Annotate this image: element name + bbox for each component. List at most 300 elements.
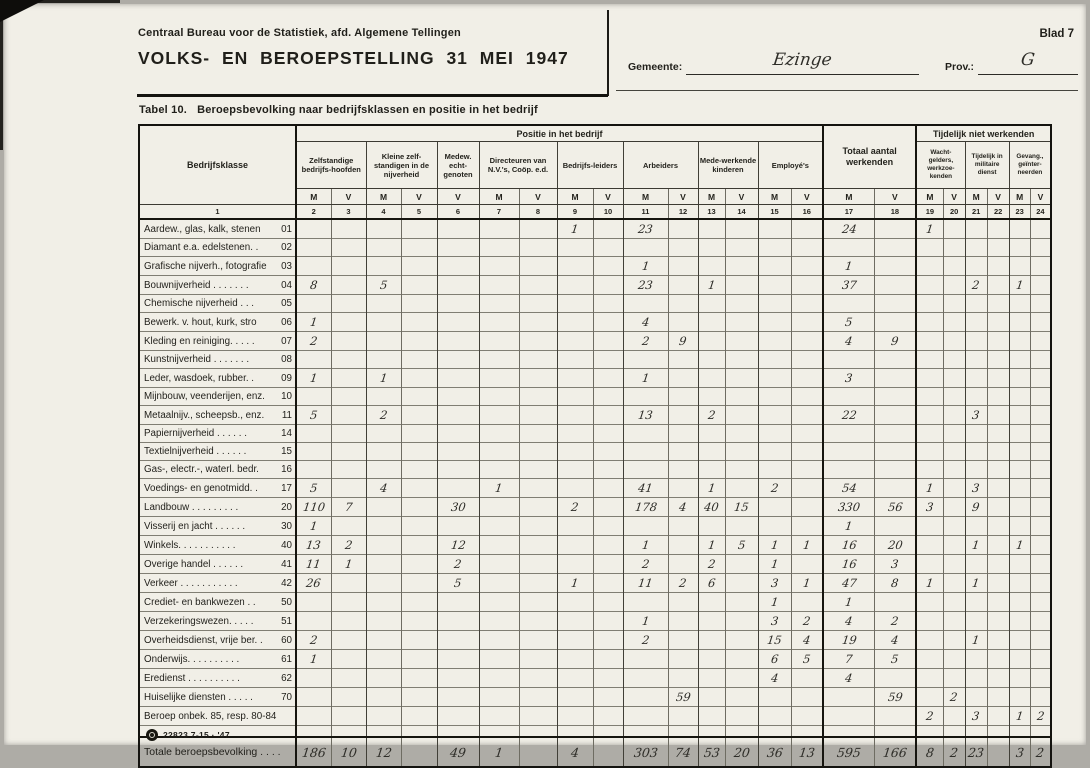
- data-cell: [1030, 276, 1051, 295]
- data-cell: [725, 351, 758, 369]
- data-cell: [698, 631, 725, 650]
- totals-cell: [557, 737, 593, 767]
- data-cell: [366, 593, 401, 612]
- row-label-text: Crediet- en bankwezen . .: [144, 596, 256, 608]
- data-cell: [401, 295, 437, 313]
- column-header-positie: Positie in het bedrijf: [296, 125, 823, 142]
- group-header-cell: Wacht-gelders, werkzoe-kenden: [916, 142, 965, 189]
- data-cell: [791, 574, 823, 593]
- data-cell: [623, 369, 668, 388]
- mv-header-cell: V: [943, 189, 965, 205]
- data-cell: [366, 425, 401, 443]
- data-cell: [1009, 369, 1030, 388]
- data-cell: [519, 574, 557, 593]
- data-cell: [943, 669, 965, 688]
- data-cell: [296, 574, 331, 593]
- data-cell: [331, 536, 366, 555]
- row-label: [139, 555, 296, 574]
- row-label: [139, 313, 296, 332]
- data-cell: [331, 388, 366, 406]
- data-cell: [791, 517, 823, 536]
- totals-cell: [668, 737, 698, 767]
- data-cell: [725, 295, 758, 313]
- data-cell: [366, 555, 401, 574]
- totals-cell: [401, 737, 437, 767]
- column-number-cell: 9: [557, 205, 593, 220]
- data-cell: [479, 369, 519, 388]
- handwritten-total: 166: [882, 744, 908, 760]
- data-cell: [874, 612, 916, 631]
- data-cell: [758, 669, 791, 688]
- data-cell: [623, 276, 668, 295]
- handwritten-value: 5: [309, 408, 319, 422]
- table-row: [139, 461, 1051, 479]
- data-cell: [1009, 257, 1030, 276]
- data-cell: [401, 257, 437, 276]
- totals-label-text: Totale beroepsbevolking . . . .: [144, 746, 281, 758]
- totals-cell: [593, 737, 623, 767]
- column-header-tijdelijk: Tijdelijk niet werkenden: [916, 125, 1051, 142]
- data-cell: [791, 406, 823, 425]
- data-cell: [296, 669, 331, 688]
- data-cell: [593, 257, 623, 276]
- handwritten-value: 2: [707, 557, 717, 571]
- data-cell: [557, 669, 593, 688]
- handwritten-value: 6: [707, 576, 717, 590]
- data-cell: [987, 219, 1009, 239]
- data-cell: [916, 239, 943, 257]
- mv-header-cell: M: [1009, 189, 1030, 205]
- row-label-text: Eredienst . . . . . . . . . .: [144, 672, 240, 684]
- data-cell: [943, 332, 965, 351]
- data-cell: [965, 593, 987, 612]
- data-cell: [331, 669, 366, 688]
- data-cell: [557, 479, 593, 498]
- totals-cell: [916, 737, 943, 767]
- column-number-cell: 2: [296, 205, 331, 220]
- footer-stamp: [146, 729, 230, 741]
- data-cell: [987, 239, 1009, 257]
- agency-line: Centraal Bureau voor de Statistiek, afd. Algemene Tellingen: [138, 27, 461, 39]
- row-label: [139, 276, 296, 295]
- data-cell: [437, 612, 479, 631]
- column-header-totaal: Totaal aantal werkenden: [823, 125, 916, 189]
- data-cell: [965, 276, 987, 295]
- handwritten-value: 1: [309, 519, 319, 533]
- handwritten-total: 1: [494, 744, 504, 760]
- data-cell: [519, 498, 557, 517]
- group-header-cell: Tijdelijk in militaire dienst: [965, 142, 1009, 189]
- row-label-text: Chemische nijverheid . . .: [144, 298, 254, 309]
- handwritten-value: 7: [844, 652, 854, 666]
- column-number-cell: 1: [139, 205, 296, 220]
- data-cell: [823, 332, 874, 351]
- data-cell: [874, 479, 916, 498]
- data-cell: [1009, 276, 1030, 295]
- data-cell: [623, 425, 668, 443]
- handwritten-value: 59: [674, 690, 692, 704]
- handwritten-value: 22: [840, 408, 858, 422]
- data-cell: [725, 332, 758, 351]
- column-number-cell: 16: [791, 205, 823, 220]
- handwritten-value: 11: [305, 557, 322, 571]
- row-label-text: Beroep onbek. 85, resp. 80-84: [144, 710, 277, 722]
- data-cell: [1030, 574, 1051, 593]
- data-cell: [557, 612, 593, 631]
- data-cell: [331, 498, 366, 517]
- cbs-stamp-icon: [146, 729, 158, 741]
- data-cell: [296, 479, 331, 498]
- totals-cell: [791, 737, 823, 767]
- data-cell: [1030, 351, 1051, 369]
- data-cell: [623, 351, 668, 369]
- data-cell: [823, 239, 874, 257]
- data-cell: [874, 332, 916, 351]
- data-cell: [698, 443, 725, 461]
- handwritten-value: 1: [925, 576, 935, 590]
- data-cell: [698, 388, 725, 406]
- handwritten-total: 3: [1014, 744, 1025, 760]
- data-cell: [758, 461, 791, 479]
- data-cell: [758, 498, 791, 517]
- data-cell: [698, 219, 725, 239]
- data-cell: [791, 593, 823, 612]
- row-code: 08: [281, 354, 292, 365]
- handwritten-value: 4: [802, 633, 812, 647]
- data-cell: [623, 406, 668, 425]
- table-row: [139, 536, 1051, 555]
- table-row: [139, 443, 1051, 461]
- data-cell: [479, 574, 519, 593]
- data-cell: [725, 388, 758, 406]
- data-cell: [874, 650, 916, 669]
- data-cell: [519, 276, 557, 295]
- data-cell: [965, 650, 987, 669]
- data-cell: [366, 498, 401, 517]
- handwritten-value: 330: [837, 500, 861, 514]
- data-cell: [965, 351, 987, 369]
- table-row: [139, 574, 1051, 593]
- data-cell: [668, 295, 698, 313]
- data-cell: [296, 406, 331, 425]
- handwritten-value: 4: [844, 671, 854, 685]
- data-cell: [296, 650, 331, 669]
- data-cell: [874, 369, 916, 388]
- handwritten-value: 4: [770, 671, 780, 685]
- handwritten-value: 1: [802, 538, 812, 552]
- row-code: 05: [281, 298, 292, 309]
- data-cell: [1030, 313, 1051, 332]
- data-cell: [479, 332, 519, 351]
- data-cell: [823, 650, 874, 669]
- data-cell: [479, 593, 519, 612]
- data-cell: [791, 313, 823, 332]
- data-cell: [823, 257, 874, 276]
- row-code: 20: [281, 501, 292, 513]
- data-cell: [401, 498, 437, 517]
- data-cell: [874, 498, 916, 517]
- data-cell: [758, 650, 791, 669]
- data-cell: [987, 276, 1009, 295]
- data-cell: [593, 388, 623, 406]
- data-cell: [698, 479, 725, 498]
- data-cell: [557, 257, 593, 276]
- data-cell: [1009, 388, 1030, 406]
- handwritten-total: 4: [570, 744, 580, 760]
- data-cell: [331, 612, 366, 631]
- handwritten-value: 5: [379, 278, 389, 292]
- data-cell: [296, 276, 331, 295]
- data-cell: [593, 574, 623, 593]
- totals-cell: [987, 737, 1009, 767]
- data-cell: [1009, 707, 1030, 726]
- data-cell: [965, 313, 987, 332]
- handwritten-value: 1: [925, 222, 935, 236]
- data-cell: [758, 276, 791, 295]
- handwritten-total: 53: [702, 744, 721, 760]
- data-cell: [668, 276, 698, 295]
- data-cell: [916, 443, 943, 461]
- data-cell: [987, 612, 1009, 631]
- data-cell: [823, 425, 874, 443]
- data-cell: [479, 650, 519, 669]
- data-cell: [916, 498, 943, 517]
- data-cell: [479, 612, 519, 631]
- data-cell: [519, 369, 557, 388]
- data-cell: [296, 688, 331, 707]
- data-cell: [791, 498, 823, 517]
- data-cell: [1009, 313, 1030, 332]
- data-cell: [943, 498, 965, 517]
- handwritten-value: 110: [301, 500, 326, 514]
- column-number-cell: 22: [987, 205, 1009, 220]
- row-label: [139, 257, 296, 276]
- handwritten-value: 1: [844, 519, 854, 533]
- data-cell: [519, 239, 557, 257]
- data-cell: [623, 479, 668, 498]
- data-cell: [1030, 369, 1051, 388]
- data-cell: [916, 461, 943, 479]
- data-cell: [668, 425, 698, 443]
- handwritten-value: 12: [449, 538, 467, 552]
- data-cell: [1030, 257, 1051, 276]
- data-cell: [401, 351, 437, 369]
- data-cell: [943, 276, 965, 295]
- handwritten-value: 4: [678, 500, 688, 514]
- data-cell: [725, 239, 758, 257]
- mv-header-cell: M: [479, 189, 519, 205]
- row-code: 41: [281, 558, 292, 570]
- data-cell: [823, 631, 874, 650]
- data-cell: [758, 257, 791, 276]
- data-cell: [623, 517, 668, 536]
- handwritten-value: 2: [344, 538, 354, 552]
- data-cell: [437, 631, 479, 650]
- data-cell: [725, 461, 758, 479]
- row-label-text: Metaalnijv., scheepsb., enz.: [144, 409, 265, 421]
- table-caption: [139, 104, 538, 116]
- data-cell: [437, 574, 479, 593]
- row-label: [139, 461, 296, 479]
- data-cell: [668, 369, 698, 388]
- data-cell: [401, 536, 437, 555]
- data-cell: [874, 555, 916, 574]
- data-cell: [668, 257, 698, 276]
- data-cell: [965, 369, 987, 388]
- table-row: [139, 276, 1051, 295]
- column-number-cell: 6: [437, 205, 479, 220]
- handwritten-value: 2: [678, 576, 688, 590]
- handwritten-total: 595: [836, 744, 862, 760]
- data-cell: [479, 479, 519, 498]
- data-cell: [698, 295, 725, 313]
- handwritten-value: 1: [707, 278, 717, 292]
- data-cell: [296, 388, 331, 406]
- mv-header-cell: V: [791, 189, 823, 205]
- header-right: [616, 0, 1078, 100]
- handwritten-value: 5: [890, 652, 900, 666]
- handwritten-value: 2: [770, 481, 780, 495]
- data-cell: [791, 332, 823, 351]
- column-number-cell: 5: [401, 205, 437, 220]
- row-code: 62: [281, 672, 292, 684]
- handwritten-value: 1: [641, 614, 651, 628]
- row-label: [139, 351, 296, 369]
- row-label: [139, 631, 296, 650]
- data-cell: [519, 650, 557, 669]
- data-cell: [593, 406, 623, 425]
- handwritten-value: 178: [633, 500, 658, 514]
- table-row: [139, 593, 1051, 612]
- data-cell: [366, 332, 401, 351]
- data-cell: [296, 369, 331, 388]
- row-label-text: Kunstnijverheid . . . . . . .: [144, 354, 250, 365]
- data-cell: [331, 332, 366, 351]
- data-cell: [698, 425, 725, 443]
- data-cell: [593, 517, 623, 536]
- data-cell: [698, 612, 725, 631]
- handwritten-value: 3: [971, 709, 981, 723]
- data-cell: [479, 313, 519, 332]
- data-cell: [791, 669, 823, 688]
- handwritten-total: 186: [300, 744, 327, 760]
- row-code: 14: [281, 428, 292, 439]
- data-cell: [331, 555, 366, 574]
- data-cell: [874, 239, 916, 257]
- data-cell: [1030, 443, 1051, 461]
- handwritten-value: 2: [309, 633, 319, 647]
- data-cell: [791, 536, 823, 555]
- data-cell: [758, 443, 791, 461]
- handwritten-value: 2: [890, 614, 900, 628]
- totals-row: [139, 737, 1051, 767]
- data-cell: [823, 593, 874, 612]
- data-cell: [479, 536, 519, 555]
- census-table-wrapper: [138, 124, 1052, 768]
- data-cell: [823, 461, 874, 479]
- totals-cell: [296, 737, 331, 767]
- data-cell: [943, 425, 965, 443]
- handwritten-total: 13: [797, 744, 816, 760]
- data-cell: [943, 612, 965, 631]
- data-cell: [557, 295, 593, 313]
- data-cell: [758, 536, 791, 555]
- row-code: 50: [281, 596, 292, 608]
- data-cell: [965, 631, 987, 650]
- totals-cell: [479, 737, 519, 767]
- row-label: [139, 369, 296, 388]
- data-cell: [725, 498, 758, 517]
- data-cell: [1009, 239, 1030, 257]
- data-cell: [943, 707, 965, 726]
- table-row: [139, 406, 1051, 425]
- data-cell: [479, 257, 519, 276]
- handwritten-value: 15: [766, 633, 783, 647]
- data-cell: [987, 479, 1009, 498]
- handwritten-value: 5: [453, 576, 463, 590]
- handwritten-value: 1: [844, 595, 854, 609]
- data-cell: [668, 650, 698, 669]
- data-cell: [987, 257, 1009, 276]
- data-cell: [366, 313, 401, 332]
- data-cell: [331, 574, 366, 593]
- data-cell: [943, 351, 965, 369]
- data-cell: [698, 669, 725, 688]
- data-cell: [623, 612, 668, 631]
- data-cell: [823, 536, 874, 555]
- data-cell: [791, 479, 823, 498]
- data-cell: [791, 688, 823, 707]
- data-cell: [668, 669, 698, 688]
- group-header-cell: Kleine zelf-standigen in de nijverheid: [366, 142, 437, 189]
- data-cell: [698, 574, 725, 593]
- data-cell: [1030, 219, 1051, 239]
- data-cell: [331, 517, 366, 536]
- data-cell: [916, 688, 943, 707]
- data-cell: [296, 555, 331, 574]
- data-cell: [1030, 498, 1051, 517]
- mv-header-cell: M: [698, 189, 725, 205]
- data-cell: [943, 219, 965, 239]
- data-cell: [366, 707, 401, 726]
- handwritten-value: 13: [305, 538, 322, 552]
- data-cell: [331, 239, 366, 257]
- data-cell: [725, 574, 758, 593]
- data-cell: [916, 707, 943, 726]
- data-cell: [668, 631, 698, 650]
- handwritten-value: 1: [770, 595, 780, 609]
- data-cell: [401, 688, 437, 707]
- data-cell: [1009, 332, 1030, 351]
- data-cell: [725, 517, 758, 536]
- handwritten-value: 4: [641, 315, 651, 329]
- totals-cell: [758, 737, 791, 767]
- table-row: [139, 517, 1051, 536]
- data-cell: [1009, 461, 1030, 479]
- data-cell: [668, 536, 698, 555]
- handwritten-value: 1: [707, 538, 717, 552]
- mv-header-cell: V: [1030, 189, 1051, 205]
- handwritten-value: 1: [925, 481, 935, 495]
- data-cell: [1030, 332, 1051, 351]
- data-cell: [479, 388, 519, 406]
- data-cell: [437, 443, 479, 461]
- data-cell: [916, 650, 943, 669]
- data-cell: [331, 406, 366, 425]
- data-cell: [479, 707, 519, 726]
- data-cell: [479, 295, 519, 313]
- data-cell: [668, 461, 698, 479]
